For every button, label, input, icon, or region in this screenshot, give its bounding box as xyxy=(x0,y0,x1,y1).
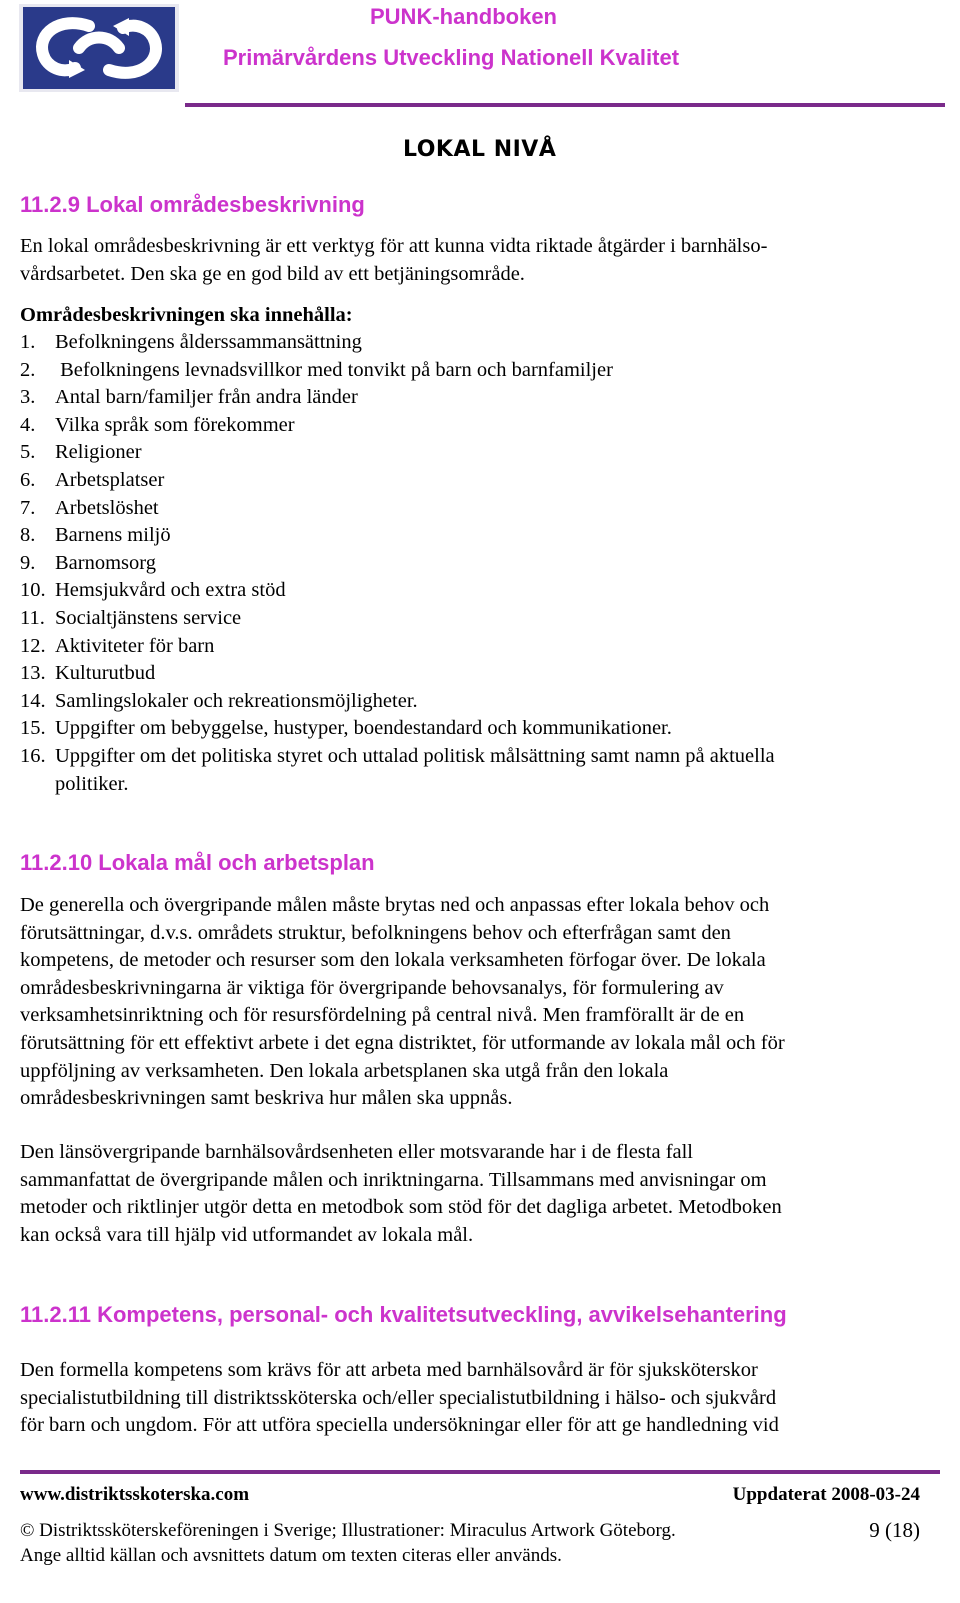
footer-divider xyxy=(20,1470,940,1474)
list-item xyxy=(20,384,775,412)
list-item-number: 7. xyxy=(20,496,36,519)
list-item-number: 8. xyxy=(20,524,36,547)
list-item-number: 10. xyxy=(20,579,46,602)
list-item xyxy=(20,660,775,688)
list-item-line: Samlingslokaler och rekreationsmöjligheter. xyxy=(55,689,418,712)
list-item-text xyxy=(55,688,418,716)
list-item-number: 2. xyxy=(20,358,36,381)
list-item-number: 16. xyxy=(20,744,46,767)
footer-url-link[interactable]: www.distriktsskoterska.com xyxy=(20,1484,250,1505)
list-item xyxy=(20,577,775,605)
list-item-text xyxy=(55,467,164,495)
list-item-number: 6. xyxy=(20,468,36,491)
page-number: 9 (18) xyxy=(869,1518,920,1542)
text-line: sammanfattat de övergripande målen och inriktningarna. Tillsammans med anvisningar om xyxy=(20,1168,767,1191)
list-item-line: Barnomsorg xyxy=(55,551,156,574)
list-item-line: Arbetsplatser xyxy=(55,468,165,491)
text-line: områdesbeskrivningarna är viktiga för övergripande behovsanalys, för formulering av xyxy=(20,976,724,999)
list-item-text xyxy=(55,715,672,743)
list-item-line: Aktiviteter för barn xyxy=(55,634,215,657)
text-line: förutsättningar, d.v.s. områdets struktur, befolkningens behov och efterfrågan samt den xyxy=(20,921,731,944)
list-item-line: Antal barn/familjer från andra länder xyxy=(55,386,358,409)
list-item-number: 12. xyxy=(20,634,46,657)
section1-intro xyxy=(20,233,767,288)
list-item-line: Socialtjänstens service xyxy=(55,606,242,629)
section-heading-kompetens: 11.2.11 Kompetens, personal- och kvalitetsutveckling, avvikelsehantering xyxy=(20,1302,787,1327)
list-item-text xyxy=(55,605,241,633)
list-item-text xyxy=(55,329,362,357)
list-item xyxy=(20,633,775,661)
list-item-text xyxy=(55,495,159,523)
section2-paragraph-1 xyxy=(20,892,785,1113)
list-item-text xyxy=(55,439,142,467)
footer-copyright: © Distriktssköterskeföreningen i Sverige; Illustrationer: Miraculus Artwork Göteborg. xyxy=(20,1520,676,1541)
header-subtitle: Primärvårdens Utveckling Nationell Kvalitet xyxy=(223,45,680,70)
list-item-number: 15. xyxy=(20,717,46,740)
list-item-line: Barnens miljö xyxy=(55,524,171,547)
list-item-text xyxy=(55,384,358,412)
list-item-text xyxy=(55,522,171,550)
list-item-text xyxy=(55,550,156,578)
list-item xyxy=(20,467,775,495)
list-item xyxy=(20,439,775,467)
level-label: LOKAL NIVÅ xyxy=(403,137,557,162)
list-item-number: 9. xyxy=(20,551,36,574)
list-title: Områdesbeskrivningen ska innehålla: xyxy=(20,304,353,326)
list-item xyxy=(20,522,775,550)
list-item-text xyxy=(55,357,613,385)
text-line: Den länsövergripande barnhälsovårdsenheten eller motsvarande har i de flesta fall xyxy=(20,1141,694,1163)
list-item-number: 1. xyxy=(20,331,36,353)
list-item-line: Uppgifter om det politiska styret och uttalad politisk målsättning samt namn på aktuella xyxy=(55,744,775,767)
section-heading-omradesbeskrivning: 11.2.9 Lokal områdesbeskrivning xyxy=(20,192,365,217)
list-item-line: Vilka språk som förekommer xyxy=(55,413,295,436)
list-item xyxy=(20,715,775,743)
list-item xyxy=(20,550,775,578)
list-item-number: 14. xyxy=(20,689,46,712)
section3-paragraph xyxy=(20,1357,779,1440)
list-item-line: Kulturutbud xyxy=(55,662,156,685)
list-item-line: Religioner xyxy=(55,441,142,464)
list-item-line: Uppgifter om bebyggelse, hustyper, boendestandard och kommunikationer. xyxy=(55,717,672,740)
list-item-line: Hemsjukvård och extra stöd xyxy=(55,579,286,602)
list-item-text xyxy=(55,577,286,605)
list-item xyxy=(20,495,775,523)
header-title: PUNK-handboken xyxy=(370,4,557,29)
list-item-line: Befolkningens levnadsvillkor med tonvikt på barn och barnfamiljer xyxy=(55,358,613,381)
text-line: Den formella kompetens som krävs för att arbeta med barnhälsovård är för sjuksköterskor xyxy=(20,1359,758,1381)
punk-logo-icon xyxy=(19,4,179,92)
header-divider xyxy=(185,103,945,107)
list-item-text xyxy=(55,412,295,440)
text-line: områdesbeskrivningen samt beskriva hur målen ska uppnås. xyxy=(20,1087,513,1110)
list-item-text xyxy=(55,633,214,661)
list-item xyxy=(20,329,775,357)
footer-citation-note: Ange alltid källan och avsnittets datum om texten citeras eller används. xyxy=(20,1545,562,1566)
list-item-number: 3. xyxy=(20,386,36,409)
list-item xyxy=(20,605,775,633)
text-line: för barn och ungdom. För att utföra speciella undersökningar eller för att ge handledning vid xyxy=(20,1414,779,1437)
text-line: specialistutbildning till distriktssköterska och/eller specialistutbildning i hälso- och sjukvård xyxy=(20,1386,777,1409)
text-line: metoder och riktlinjer utgör detta en metodbok som stöd för det dagliga arbetet. Metodboken xyxy=(20,1196,782,1219)
text-line: De generella och övergripande målen måste brytas ned och anpassas efter lokala behov och xyxy=(20,894,770,916)
list-item xyxy=(20,688,775,716)
list-item-number: 4. xyxy=(20,413,36,436)
list-item xyxy=(20,357,775,385)
text-line: kan också vara till hjälp vid utformandet av lokala mål. xyxy=(20,1223,474,1246)
list-item-line: Befolkningens ålderssammansättning xyxy=(55,331,362,353)
list-item-text xyxy=(55,660,155,688)
list-item-number: 13. xyxy=(20,662,46,685)
section2-paragraph-2 xyxy=(20,1139,782,1249)
text-line: vårdsarbetet. Den ska ge en god bild av ett betjäningsområde. xyxy=(20,262,525,285)
list-item-number: 11. xyxy=(20,606,45,629)
list-item xyxy=(20,743,775,798)
list-item xyxy=(20,412,775,440)
section-heading-lokala-mal: 11.2.10 Lokala mål och arbetsplan xyxy=(20,850,375,875)
list-item-text xyxy=(55,743,775,798)
text-line: uppföljning av verksamheten. Den lokala arbetsplanen ska utgå från den lokala xyxy=(20,1059,669,1082)
footer-updated: Uppdaterat 2008-03-24 xyxy=(732,1484,920,1505)
list-item-line: Arbetslöshet xyxy=(55,496,159,519)
text-line: förutsättning för ett effektivt arbete i det egna distriktet, för utformande av lokala mål och för xyxy=(20,1031,785,1054)
text-line: En lokal områdesbeskrivning är ett verktyg för att kunna vidta riktade åtgärder i barnhälso- xyxy=(20,235,768,257)
content-list xyxy=(20,329,775,798)
text-line: verksamhetsinriktning och för resursfördelning på central nivå. Men framförallt är de en xyxy=(20,1004,745,1027)
text-line: kompetens, de metoder och resurser som den lokala verksamheten förfogar över. De lokala xyxy=(20,949,766,972)
list-item-line: politiker. xyxy=(55,772,129,795)
list-item-number: 5. xyxy=(20,441,36,464)
